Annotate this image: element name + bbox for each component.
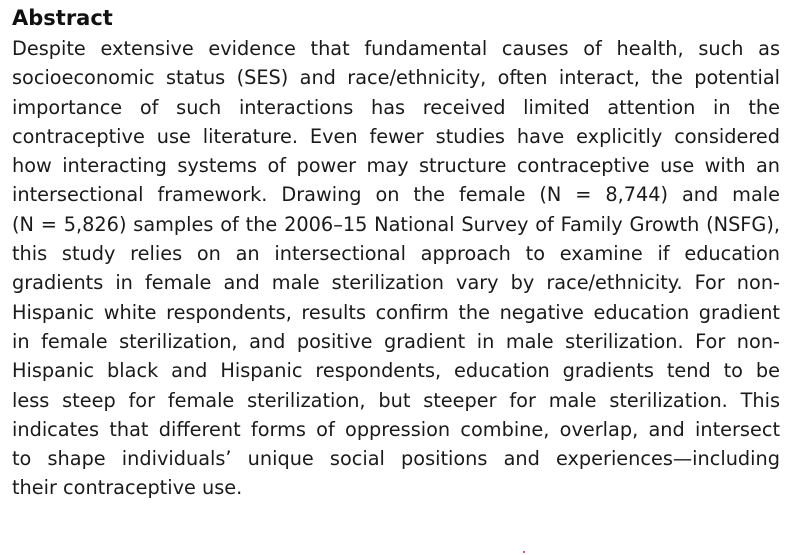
abstract-line: their contraceptive use.: [12, 476, 243, 500]
abstract-section: [12, 4, 780, 503]
abstract-heading: Abstract: [12, 6, 113, 30]
abstract-line: to shape individuals’ unique social positions and experiences—including: [12, 447, 780, 471]
abstract-line: Despite extensive evidence that fundamental causes of health, such as: [12, 37, 780, 60]
abstract-body: [12, 34, 780, 503]
abstract-line: Hispanic black and Hispanic respondents, education gradients tend to be: [12, 359, 780, 383]
abstract-line: socioeconomic status (SES) and race/ethnicity, often interact, the potential: [12, 66, 780, 90]
abstract-line: importance of such interactions has received limited attention in the: [12, 95, 780, 119]
abstract-line: gradients in female and male sterilization vary by race/ethnicity. For non-: [12, 271, 780, 295]
abstract-line: intersectional framework. Drawing on the female (N = 8,744) and male: [12, 183, 780, 207]
stray-mark: [523, 551, 525, 553]
abstract-line: less steep for female sterilization, but steeper for male sterilization. This: [12, 388, 780, 412]
abstract-line: contraceptive use literature. Even fewer studies have explicitly considered: [12, 124, 780, 148]
abstract-line: this study relies on an intersectional approach to examine if education: [12, 242, 780, 266]
abstract-line: indicates that different forms of oppression combine, overlap, and intersect: [12, 417, 780, 441]
abstract-line: Hispanic white respondents, results confirm the negative education gradient: [12, 300, 780, 324]
abstract-line: how interacting systems of power may structure contraceptive use with an: [12, 154, 780, 178]
abstract-line: in female sterilization, and positive gradient in male sterilization. For non-: [12, 329, 780, 353]
abstract-line: (N = 5,826) samples of the 2006–15 National Survey of Family Growth (NSFG),: [12, 212, 780, 236]
